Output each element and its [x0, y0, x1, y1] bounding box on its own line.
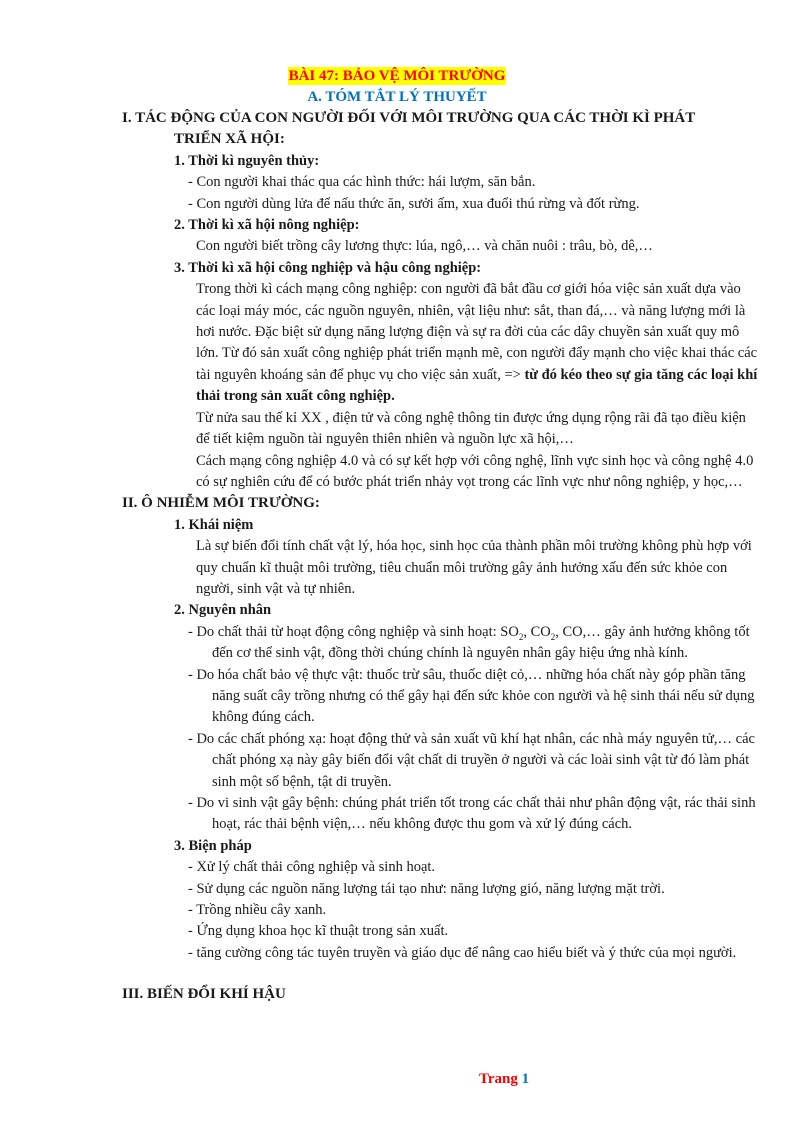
bullet-item: - tăng cường công tác tuyên truyền và giáo dục để nâng cao hiểu biết và ý thức của mọi người. [188, 944, 737, 961]
section-subtitle: A. TÓM TẮT LÝ THUYẾT [307, 89, 487, 105]
paragraph: Cách mạng công nghiệp 4.0 và có sự kết hợp với công nghệ, lĩnh vực sinh học và công nghệ 4.0 có sự nghiên cứu để có bước phát triển nhảy vọt trong các lĩnh vực như nông nghiệp, y học,… [196, 452, 754, 490]
paragraph [196, 279, 762, 407]
document-body [122, 108, 762, 1006]
subsection-heading: 1. Thời kì nguyên thủy: [174, 152, 320, 169]
section-2-heading: II. Ô NHIỄM MÔI TRƯỜNG: [122, 495, 320, 512]
bullet-text: , CO,… gây ảnh hưởng không tốt đến cơ thể sinh vật, đồng thời chúng chính là nguyên nhân gây hiệu ứng nhà kính. [212, 623, 750, 662]
bullet-item: - Trồng nhiều cây xanh. [188, 902, 327, 919]
emphasized-text: từ đó kéo theo sự gia tăng các loại khí thải trong sản xuất công nghiệp. [196, 366, 758, 405]
section-1-heading [122, 108, 762, 151]
lesson-title: BÀI 47: BẢO VỆ MÔI TRƯỜNG [288, 68, 506, 84]
subscript: 2 [518, 631, 524, 642]
spacer [122, 964, 762, 984]
subscript: 2 [550, 631, 556, 642]
subsection-heading: 2. Nguyên nhân [174, 602, 272, 619]
paragraph-text: Trong thời kì cách mạng công nghiệp: con người đã bắt đầu cơ giới hóa việc sản xuất dựa vào các loại máy móc, các nguồn nguyên, nhiên, vật liệu như: sắt, than đá,… và năng lượng mới là hơi nước. Đặc biệt sử dụng năng lượng điện và sự ra đời của các dây chuyền sản xuất quy mô lớn. Từ đó sản xuất công nghiệp phát triển mạnh mẽ, con người đẩy mạnh cho việc khai thác các tài nguyên khoáng sản để phục vụ cho việc sản xuất, => [196, 281, 758, 383]
bullet-item: - Ứng dụng khoa học kĩ thuật trong sản xuất. [188, 923, 449, 940]
bullet-item: - Con người khai thác qua các hình thức: hái lượm, săn bắn. [188, 174, 536, 191]
paragraph: Từ nửa sau thế kỉ XX , điện tử và công nghệ thông tin được ứng dụng rộng rãi đã tạo điều kiện để tiết kiệm nguồn tài nguyên thiên nhiên và nguồn lực xã hội,… [196, 409, 746, 448]
bullet-text: - Do chất thải từ hoạt động công nghiệp và sinh hoạt: SO [188, 623, 519, 640]
bullet-item: - Con người dùng lửa để nấu thức ăn, sưởi ấm, xua đuổi thú rừng và đốt rừng. [188, 195, 640, 212]
subsection-heading: 3. Thời kì xã hội công nghiệp và hậu công nghiệp: [174, 259, 482, 276]
subsection-heading: 3. Biện pháp [174, 837, 252, 854]
page-footer [479, 1069, 529, 1089]
title-wrapper [0, 66, 794, 87]
page-number: 1 [521, 1071, 530, 1087]
bullet-item: - Do hóa chất bảo vệ thực vật: thuốc trừ sâu, thuốc diệt cỏ,… những hóa chất này góp phần tăng năng suất cây trồng nhưng có thể gây hại đến sức khỏe con người và hệ sinh thái nếu sử dụng không đúng cách. [188, 666, 755, 726]
paragraph: Là sự biến đổi tính chất vật lý, hóa học, sinh học của thành phần môi trường không phù hợp với quy chuẩn kĩ thuật môi trường, tiêu chuẩn môi trường gây ảnh hưởng xấu đến sức khỏe con người, sinh vật và tự nhiên. [196, 538, 752, 597]
section-1-heading-line1: I. TÁC ĐỘNG CỦA CON NGƯỜI ĐỐI VỚI MÔI TRƯỜNG QUA CÁC THỜI KÌ PHÁT [122, 110, 696, 126]
page-label: Trang [479, 1071, 518, 1087]
bullet-text: , CO [523, 623, 551, 640]
section-3-heading: III. BIẾN ĐỔI KHÍ HẬU [122, 986, 286, 1003]
subsection-heading: 1. Khái niệm [174, 516, 254, 533]
paragraph: Con người biết trồng cây lương thực: lúa, ngô,… và chăn nuôi : trâu, bò, dê,… [196, 238, 653, 255]
bullet-item: - Do các chất phóng xạ: hoạt động thử và sản xuất vũ khí hạt nhân, các nhà máy nguyên tử,… các chất phóng xạ này gây biến đổi vật chất di truyền ở người và các loài sinh vật từ đó làm phát sinh một số bệnh, tật di truyền. [188, 730, 755, 790]
bullet-item: - Xử lý chất thải công nghiệp và sinh hoạt. [188, 859, 436, 876]
bullet-item: - Do vi sinh vật gây bệnh: chúng phát triển tốt trong các chất thải như phân động vật, rác thải sinh hoạt, rác thải bệnh viện,… nếu không được thu gom và xử lý đúng cách. [188, 795, 756, 833]
bullet-item: - Sử dụng các nguồn năng lượng tái tạo như: năng lượng gió, năng lượng mặt trời. [188, 880, 665, 897]
subsection-heading: 2. Thời kì xã hội nông nghiệp: [174, 217, 360, 234]
section-1-heading-line2: TRIỂN XÃ HỘI: [174, 131, 285, 148]
bullet-item [188, 622, 762, 665]
